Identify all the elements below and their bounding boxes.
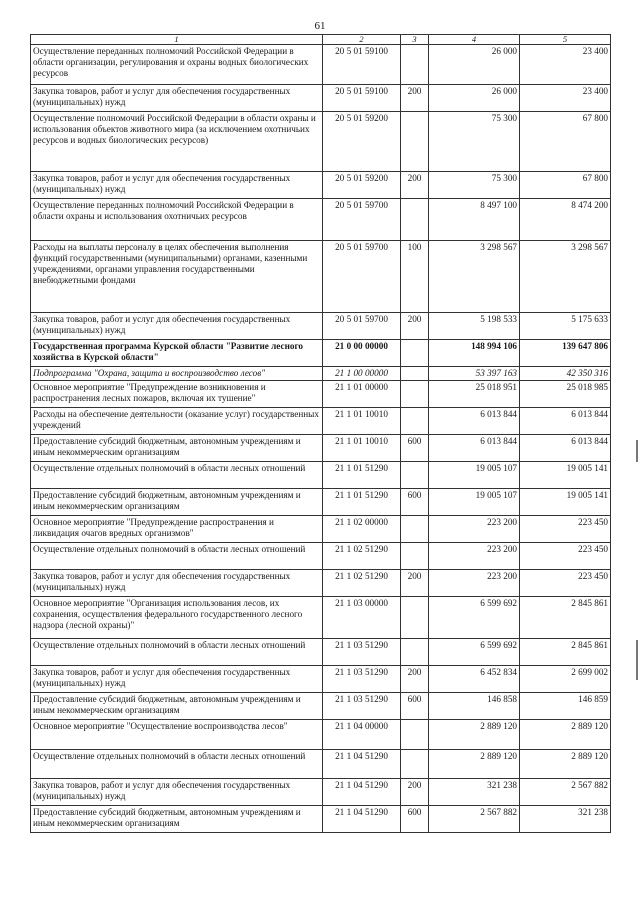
table-row <box>31 516 611 543</box>
row-code: 20 5 01 59700 <box>323 313 401 340</box>
row-amount-1: 8 497 100 <box>429 199 520 241</box>
row-name: Основное мероприятие "Организация использования лесов, их сохранения, осуществления федерального государственного лесного надзора (лесной охраны)" <box>31 597 323 639</box>
row-name: Расходы на выплаты персоналу в целях обеспечения выполнения функций государственными (муниципальными) органами, казенными учреждениями, органами управления государственными внебюджетными фондами <box>31 241 323 313</box>
row-name: Осуществление отдельных полномочий в области лесных отношений <box>31 462 323 489</box>
row-code: 21 1 04 51290 <box>323 779 401 806</box>
row-name: Осуществление отдельных полномочий в области лесных отношений <box>31 543 323 570</box>
table-row <box>31 639 611 666</box>
scan-edge-mark <box>636 640 638 680</box>
row-expense-type <box>401 639 429 666</box>
row-amount-1: 6 013 844 <box>429 408 520 435</box>
row-amount-2: 25 018 985 <box>520 381 611 408</box>
row-amount-2: 321 238 <box>520 806 611 833</box>
table-row <box>31 750 611 779</box>
column-number: 2 <box>323 35 401 45</box>
row-name: Закупка товаров, работ и услуг для обеспечения государственных (муниципальных) нужд <box>31 666 323 693</box>
row-amount-1: 148 994 106 <box>429 340 520 367</box>
column-number-row <box>31 35 611 45</box>
page-number: 61 <box>314 20 326 32</box>
table-row <box>31 462 611 489</box>
row-expense-type <box>401 516 429 543</box>
row-expense-type <box>401 199 429 241</box>
row-expense-type: 100 <box>401 241 429 313</box>
row-amount-1: 2 889 120 <box>429 750 520 779</box>
row-expense-type <box>401 750 429 779</box>
row-code: 21 1 04 51290 <box>323 806 401 833</box>
row-amount-2: 223 450 <box>520 570 611 597</box>
table-row <box>31 112 611 172</box>
row-name: Осуществление полномочий Российской Федерации в области охраны и использования объектов животного мира (за исключением охотничьих ресурсов и водных биологических ресурсов) <box>31 112 323 172</box>
row-amount-1: 19 005 107 <box>429 489 520 516</box>
row-amount-1: 26 000 <box>429 45 520 85</box>
row-code: 21 1 01 10010 <box>323 408 401 435</box>
row-name: Государственная программа Курской области "Развитие лесного хозяйства в Курской области" <box>31 340 323 367</box>
row-amount-1: 2 889 120 <box>429 720 520 750</box>
row-amount-2: 8 474 200 <box>520 199 611 241</box>
row-amount-1: 321 238 <box>429 779 520 806</box>
table-row <box>31 241 611 313</box>
row-expense-type: 200 <box>401 666 429 693</box>
budget-table <box>30 34 611 833</box>
row-amount-1: 75 300 <box>429 172 520 199</box>
row-amount-1: 223 200 <box>429 543 520 570</box>
row-expense-type: 200 <box>401 779 429 806</box>
row-amount-1: 3 298 567 <box>429 241 520 313</box>
row-expense-type <box>401 543 429 570</box>
row-amount-1: 5 198 533 <box>429 313 520 340</box>
row-amount-2: 2 567 882 <box>520 779 611 806</box>
row-code: 21 1 01 51290 <box>323 462 401 489</box>
row-amount-1: 6 599 692 <box>429 597 520 639</box>
row-amount-1: 2 567 882 <box>429 806 520 833</box>
row-code: 21 1 02 51290 <box>323 543 401 570</box>
table-row <box>31 435 611 462</box>
row-amount-2: 223 450 <box>520 543 611 570</box>
column-number: 4 <box>429 35 520 45</box>
row-amount-1: 6 599 692 <box>429 639 520 666</box>
row-name: Основное мероприятие "Осуществление воспроизводства лесов" <box>31 720 323 750</box>
row-amount-1: 146 858 <box>429 693 520 720</box>
row-expense-type <box>401 367 429 381</box>
row-amount-2: 23 400 <box>520 85 611 112</box>
row-amount-2: 2 889 120 <box>520 720 611 750</box>
row-code: 21 1 03 00000 <box>323 597 401 639</box>
column-number: 3 <box>401 35 429 45</box>
row-name: Основное мероприятие "Предупреждение возникновения и распространения лесных пожаров, включая их тушение" <box>31 381 323 408</box>
row-amount-2: 6 013 844 <box>520 435 611 462</box>
table-row <box>31 199 611 241</box>
row-name: Осуществление отдельных полномочий в области лесных отношений <box>31 750 323 779</box>
row-code: 21 1 03 51290 <box>323 666 401 693</box>
row-name: Закупка товаров, работ и услуг для обеспечения государственных (муниципальных) нужд <box>31 313 323 340</box>
table-row <box>31 172 611 199</box>
row-amount-2: 2 845 861 <box>520 639 611 666</box>
row-code: 21 1 01 10010 <box>323 435 401 462</box>
row-code: 20 5 01 59200 <box>323 172 401 199</box>
table-row <box>31 340 611 367</box>
table-row <box>31 489 611 516</box>
row-amount-2: 6 013 844 <box>520 408 611 435</box>
row-code: 21 1 03 51290 <box>323 693 401 720</box>
table-row <box>31 45 611 85</box>
row-amount-2: 223 450 <box>520 516 611 543</box>
row-amount-1: 6 452 834 <box>429 666 520 693</box>
table-row <box>31 543 611 570</box>
scan-edge-mark <box>636 440 638 462</box>
row-code: 21 1 01 51290 <box>323 489 401 516</box>
row-code: 20 5 01 59100 <box>323 85 401 112</box>
row-amount-2: 2 699 002 <box>520 666 611 693</box>
row-amount-1: 53 397 163 <box>429 367 520 381</box>
row-code: 21 1 02 51290 <box>323 570 401 597</box>
row-expense-type: 600 <box>401 806 429 833</box>
row-code: 21 1 04 51290 <box>323 750 401 779</box>
row-name: Закупка товаров, работ и услуг для обеспечения государственных (муниципальных) нужд <box>31 779 323 806</box>
table-row <box>31 381 611 408</box>
row-name: Предоставление субсидий бюджетным, автономным учреждениям и иным некоммерческим организациям <box>31 435 323 462</box>
table-row <box>31 313 611 340</box>
row-amount-2: 2 845 861 <box>520 597 611 639</box>
row-amount-2: 67 800 <box>520 172 611 199</box>
row-amount-1: 6 013 844 <box>429 435 520 462</box>
row-expense-type: 600 <box>401 489 429 516</box>
row-expense-type <box>401 720 429 750</box>
row-code: 21 1 02 00000 <box>323 516 401 543</box>
row-name: Предоставление субсидий бюджетным, автономным учреждениям и иным некоммерческим организациям <box>31 806 323 833</box>
row-expense-type <box>401 462 429 489</box>
table-row <box>31 408 611 435</box>
row-code: 21 1 01 00000 <box>323 381 401 408</box>
row-expense-type <box>401 340 429 367</box>
row-name: Подпрограмма "Охрана, защита и воспроизводство лесов" <box>31 367 323 381</box>
table-row <box>31 85 611 112</box>
row-amount-1: 75 300 <box>429 112 520 172</box>
row-amount-2: 3 298 567 <box>520 241 611 313</box>
table-row <box>31 779 611 806</box>
row-amount-1: 223 200 <box>429 570 520 597</box>
row-name: Осуществление отдельных полномочий в области лесных отношений <box>31 639 323 666</box>
table-row <box>31 720 611 750</box>
row-name: Расходы на обеспечение деятельности (оказание услуг) государственных учреждений <box>31 408 323 435</box>
row-amount-2: 139 647 806 <box>520 340 611 367</box>
row-name: Закупка товаров, работ и услуг для обеспечения государственных (муниципальных) нужд <box>31 570 323 597</box>
row-amount-1: 26 000 <box>429 85 520 112</box>
table-row <box>31 693 611 720</box>
row-name: Осуществление переданных полномочий Российской Федерации в области организации, регулирования и охраны водных биологических ресурсов <box>31 45 323 85</box>
row-expense-type: 600 <box>401 693 429 720</box>
row-expense-type: 200 <box>401 313 429 340</box>
row-code: 20 5 01 59200 <box>323 112 401 172</box>
row-name: Осуществление переданных полномочий Российской Федерации в области охраны и использования охотничьих ресурсов <box>31 199 323 241</box>
row-expense-type: 200 <box>401 570 429 597</box>
row-name: Закупка товаров, работ и услуг для обеспечения государственных (муниципальных) нужд <box>31 172 323 199</box>
row-amount-2: 19 005 141 <box>520 489 611 516</box>
row-expense-type <box>401 408 429 435</box>
row-expense-type: 200 <box>401 172 429 199</box>
row-code: 21 1 04 00000 <box>323 720 401 750</box>
row-amount-2: 23 400 <box>520 45 611 85</box>
row-amount-2: 5 175 633 <box>520 313 611 340</box>
table-row <box>31 806 611 833</box>
row-expense-type: 200 <box>401 85 429 112</box>
row-expense-type: 600 <box>401 435 429 462</box>
row-amount-1: 25 018 951 <box>429 381 520 408</box>
row-name: Основное мероприятие "Предупреждение распространения и ликвидация очагов вредных организмов" <box>31 516 323 543</box>
table-row <box>31 367 611 381</box>
row-code: 21 1 03 51290 <box>323 639 401 666</box>
table-row <box>31 597 611 639</box>
row-expense-type <box>401 112 429 172</box>
row-name: Закупка товаров, работ и услуг для обеспечения государственных (муниципальных) нужд <box>31 85 323 112</box>
row-code: 20 5 01 59700 <box>323 199 401 241</box>
row-code: 20 5 01 59100 <box>323 45 401 85</box>
row-expense-type <box>401 45 429 85</box>
column-number: 1 <box>31 35 323 45</box>
column-number: 5 <box>520 35 611 45</box>
row-amount-2: 19 005 141 <box>520 462 611 489</box>
row-amount-2: 2 889 120 <box>520 750 611 779</box>
row-amount-1: 19 005 107 <box>429 462 520 489</box>
table-row <box>31 666 611 693</box>
table-row <box>31 570 611 597</box>
row-amount-2: 42 350 316 <box>520 367 611 381</box>
row-code: 21 1 00 00000 <box>323 367 401 381</box>
row-expense-type <box>401 597 429 639</box>
row-code: 21 0 00 00000 <box>323 340 401 367</box>
row-amount-1: 223 200 <box>429 516 520 543</box>
row-code: 20 5 01 59700 <box>323 241 401 313</box>
row-expense-type <box>401 381 429 408</box>
row-name: Предоставление субсидий бюджетным, автономным учреждениям и иным некоммерческим организациям <box>31 489 323 516</box>
row-amount-2: 146 859 <box>520 693 611 720</box>
row-amount-2: 67 800 <box>520 112 611 172</box>
row-name: Предоставление субсидий бюджетным, автономным учреждениям и иным некоммерческим организациям <box>31 693 323 720</box>
